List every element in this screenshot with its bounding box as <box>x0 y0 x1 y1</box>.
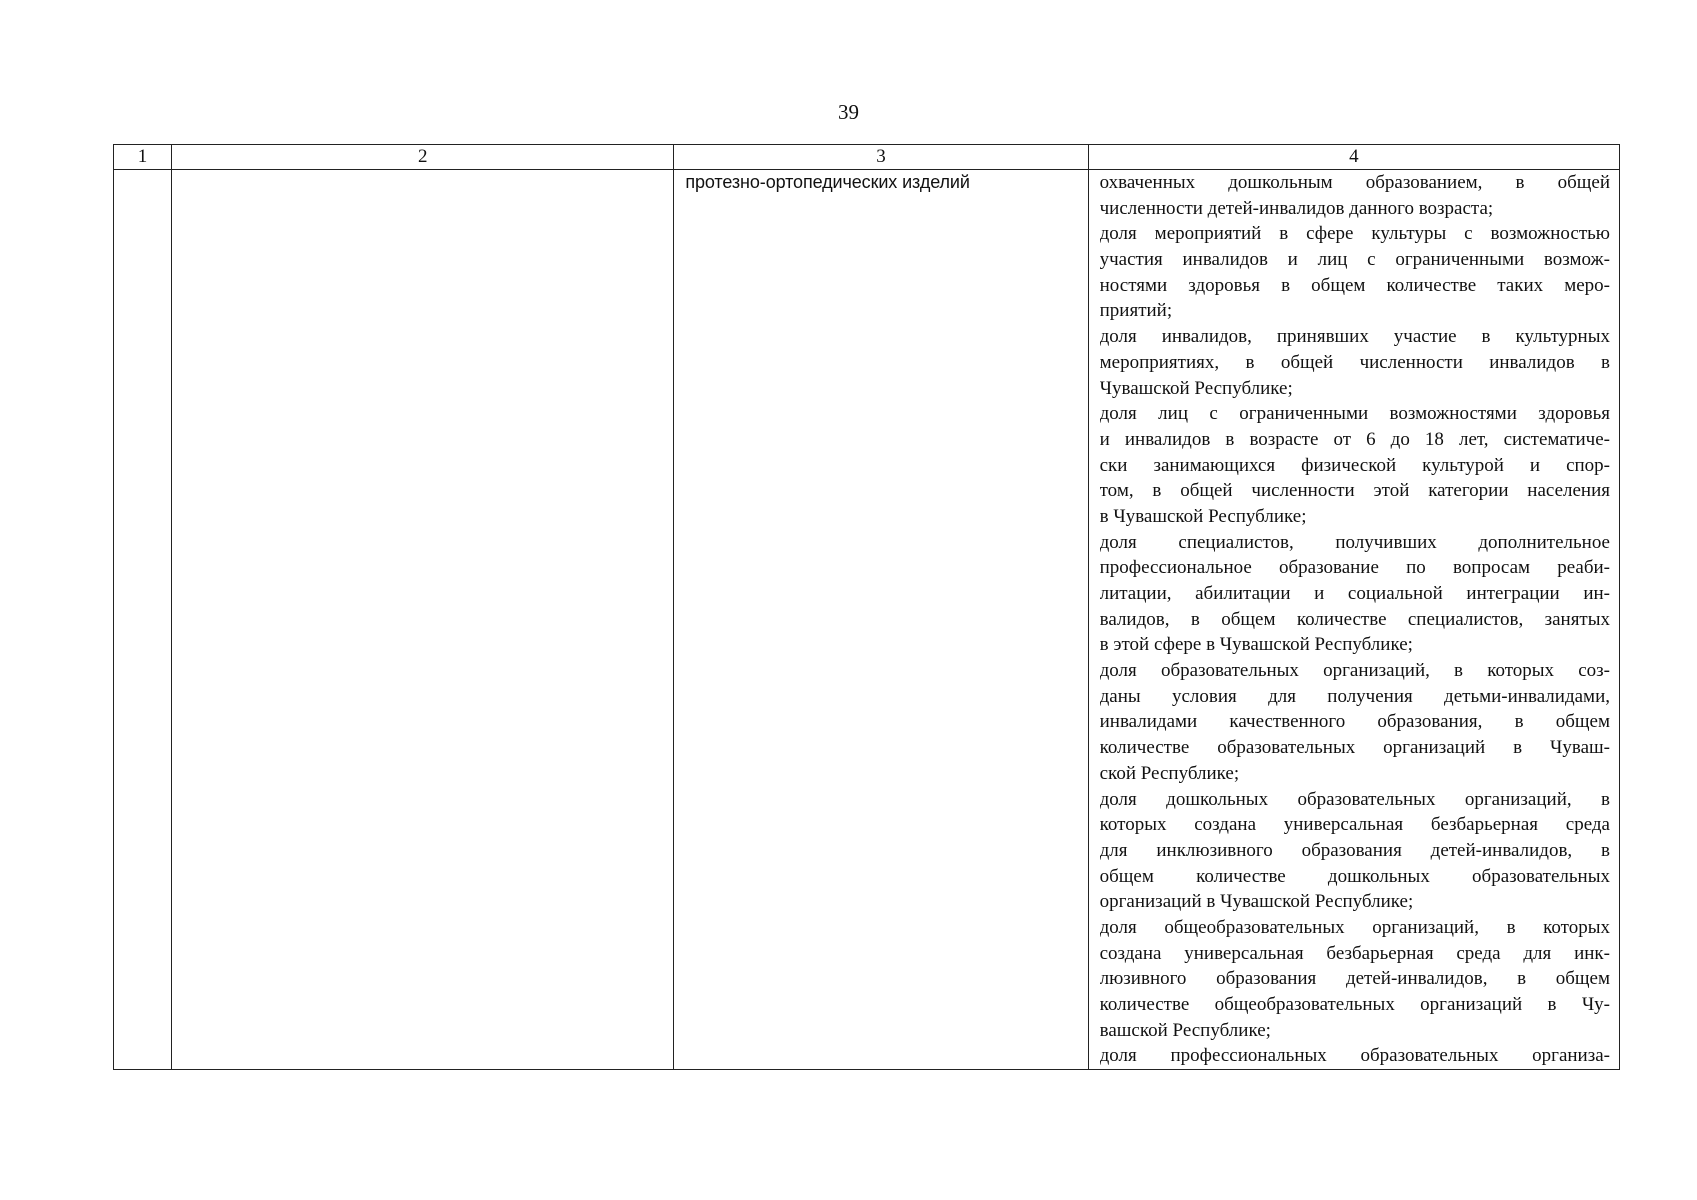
col4-text-line: инвалидами качественного образования, в общем <box>1099 711 1610 733</box>
column-header-4: 4 <box>1088 145 1619 170</box>
document-table <box>113 144 1620 1070</box>
column-header-2: 2 <box>172 145 674 170</box>
col4-text-line: в этой сфере в Чувашской Республике; <box>1099 634 1413 656</box>
table-header <box>114 145 1620 170</box>
cell-col4-text <box>1089 170 1619 1069</box>
col4-text-line: в Чувашской Республике; <box>1099 505 1307 527</box>
col4-text-line: доля общеобразовательных организаций, в которых <box>1099 916 1610 938</box>
column-header-3: 3 <box>674 145 1088 170</box>
col4-text-line: участия инвалидов и лиц с ограниченными возмож- <box>1099 249 1610 271</box>
col4-text-line: мероприятиях, в общей численности инвалидов в <box>1099 351 1610 373</box>
cell-col4 <box>1088 170 1619 1070</box>
col4-text-line: и инвалидов в возрасте от 6 до 18 лет, систематиче- <box>1099 428 1610 450</box>
col4-text-line: приятий; <box>1099 300 1173 322</box>
col4-text-line: доля инвалидов, принявших участие в культурных <box>1099 326 1610 348</box>
col4-text-line: организаций в Чувашской Республике; <box>1099 891 1414 913</box>
cell-col1 <box>114 170 172 1070</box>
col4-text-line: ностями здоровья в общем количестве таких меро- <box>1099 274 1610 296</box>
col4-text-line: ски занимающихся физической культурой и спор- <box>1099 454 1610 476</box>
col4-text-line: доля мероприятий в сфере культуры с возможностью <box>1099 223 1610 245</box>
col4-text-line: Чувашской Республике; <box>1099 377 1293 399</box>
col4-text-line: валидов, в общем количестве специалистов, занятых <box>1099 608 1610 630</box>
cell-col2 <box>172 170 674 1070</box>
col4-text-line: общем количестве дошкольных образовательных <box>1099 865 1610 887</box>
col4-text-line: люзивного образования детей-инвалидов, в общем <box>1099 968 1610 990</box>
col4-text-line: доля дошкольных образовательных организаций, в <box>1099 788 1610 810</box>
cell-col3 <box>674 170 1088 1070</box>
col4-text-line: профессиональное образование по вопросам реаби- <box>1099 557 1610 579</box>
col4-text-line: доля образовательных организаций, в которых соз- <box>1099 660 1610 682</box>
col4-text-line: доля профессиональных образовательных организа- <box>1099 1045 1610 1067</box>
column-header-1: 1 <box>114 145 172 170</box>
col4-text-line: охваченных дошкольным образованием, в общей <box>1099 172 1610 193</box>
cell-col3-text: протезно-ортопедических изделий <box>685 172 970 192</box>
col4-text-line: доля лиц с ограниченными возможностями здоровья <box>1099 403 1610 425</box>
col4-text-line: даны условия для получения детьми-инвалидами, <box>1099 685 1610 707</box>
col4-text-line: которых создана универсальная безбарьерная среда <box>1099 814 1610 836</box>
col4-text-line: количестве образовательных организаций в Чуваш- <box>1099 737 1610 759</box>
page-number: 39 <box>838 100 859 124</box>
col4-text-line: численности детей-инвалидов данного возраста; <box>1099 197 1494 219</box>
col4-text-line: доля специалистов, получивших дополнительное <box>1099 531 1610 553</box>
col4-text-line: количестве общеобразовательных организаций в Чу- <box>1099 994 1610 1015</box>
col4-text-line: создана универсальная безбарьерная среда для инк- <box>1099 942 1610 964</box>
col4-text-line: ской Республике; <box>1099 762 1240 784</box>
table-row <box>114 170 1620 1070</box>
col4-text-line: вашской Республике; <box>1099 1019 1271 1041</box>
col4-text-line: литации, абилитации и социальной интеграции ин- <box>1099 583 1610 604</box>
col4-text-line: том, в общей численности этой категории населения <box>1099 480 1610 502</box>
header-row <box>114 145 1620 170</box>
col4-text-line: для инклюзивного образования детей-инвалидов, в <box>1099 839 1610 861</box>
